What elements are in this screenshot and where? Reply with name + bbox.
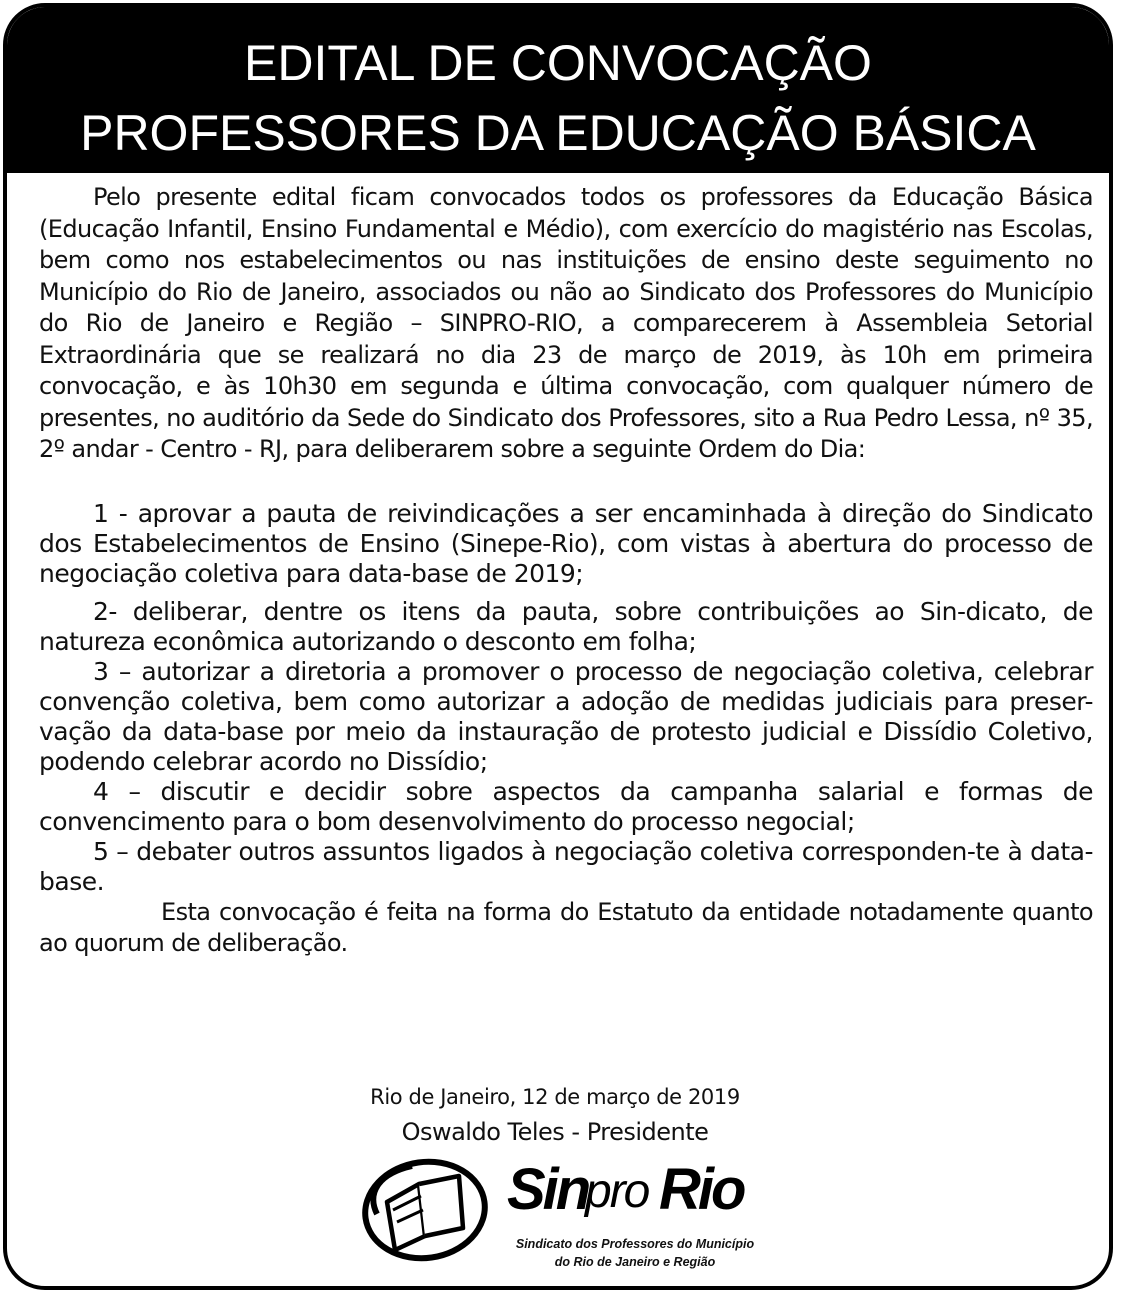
notice-title: EDITAL DE CONVOCAÇÃO [244,35,872,91]
notice-body [39,182,1093,960]
wordmark-rio: Rio [659,1157,744,1222]
closing-paragraph: Esta convocação é feita na forma do Estatuto da entidade notadamente quanto ao quorum de deliberação. [39,897,1093,957]
notice-frame [3,3,1113,1290]
agenda-item-5: 5 – debater outros assuntos ligados à negociação coletiva corresponden-te à data-base. [39,836,1093,896]
logo-caption-line2: do Rio de Janeiro e Região [554,1255,716,1269]
book-emblem-icon [357,1154,497,1264]
wordmark-pro: pro [585,1165,649,1218]
spacer [39,466,1093,499]
notice-subtitle: PROFESSORES DA EDUCAÇÃO BÁSICA [80,105,1036,161]
header-banner [7,7,1109,173]
agenda-item-3: 3 – autorizar a diretoria a promover o processo de negociação coletiva, celebrar convenção coletiva, bem como autorizar a adoção de medidas judiciais para preser-vação da data-base por meio da instauração de protesto judicial e Dissídio Coletivo, podendo celebrar acordo no Dissídio; [39,656,1093,776]
sinpro-rio-wordmark [507,1149,777,1229]
agenda-item-4: 4 – discutir e decidir sobre aspectos da campanha salarial e formas de convencimento para o bom desenvolvimento do processo negocial; [39,776,1093,836]
place-date: Rio de Janeiro, 12 de março de 2019 [370,1085,740,1109]
logo-caption-line1: Sindicato dos Professores do Município [515,1237,755,1251]
agenda-item-1: 1 - aprovar a pauta de reivindicações a ser encaminhada à direção do Sindicato dos Estabelecimentos de Ensino (Sinepe-Rio), com vistas à abertura do processo de negociação coletiva para data-base de 2019; [39,498,1093,588]
agenda-item-2: 2- deliberar, dentre os itens da pauta, sobre contribuições ao Sin-dicato, de natureza econômica autorizando o desconto em folha; [39,596,1093,656]
intro-paragraph: Pelo presente edital ficam convocados todos os professores da Educação Básica (Educação Infantil, Ensino Fundamental e Médio), com exercício do magistério nas Escolas, bem como nos estabelecimentos ou nas instituições de ensino deste seguimento no Município do Rio de Janeiro, associados ou não ao Sindicato dos Professores do Município do Rio de Janeiro e Região – SINPRO-RIO, a comparecerem à Assembleia Setorial Extraordinária que se realizará no dia 23 de março de 2019, às 10h em primeira convocação, e às 10h30 em segunda e última convocação, com qualquer número de presentes, no auditório da Sede do Sindicato dos Professores, sito a Rua Pedro Lessa, nº 35, 2º andar - Centro - RJ, para deliberarem sobre a seguinte Ordem do Dia: [39,183,1093,463]
signer-name: Oswaldo Teles - Presidente [401,1118,709,1146]
logo-caption [504,1235,766,1271]
wordmark-sin: Sin [507,1157,589,1222]
sinpro-rio-logo [357,1149,777,1284]
